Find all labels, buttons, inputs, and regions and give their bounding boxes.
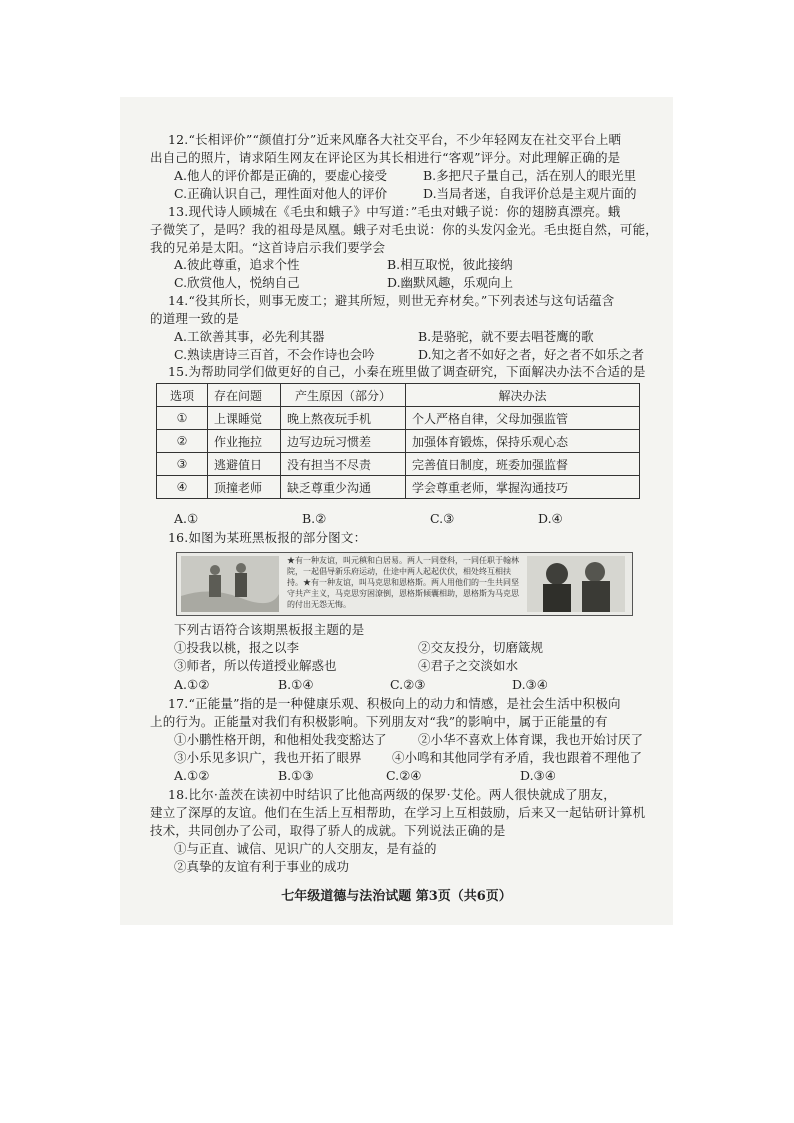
q17-statement-2: ②小华不喜欢上体育课，我也开始讨厌了 — [418, 732, 644, 747]
q17-statement-4: ④小鸣和其他同学有矛盾，我也跟着不理他了 — [392, 750, 643, 765]
q12-line-2: 出自己的照片，请求陌生网友在评论区为其长相进行“客观”评分。对此理解正确的是 — [150, 150, 621, 165]
q14-line-1: 14.“役其所长，则事无废工；避其所短，则世无弃材矣。”下列表述与这句话蕴含 — [168, 293, 615, 308]
table-cell: 学会尊重老师，掌握沟通技巧 — [406, 476, 640, 499]
q18-statement-2: ②真挚的友谊有利于事业的成功 — [174, 859, 350, 874]
q18-line-2: 建立了深厚的友谊。他们在生活上互相帮助，在学习上互相鼓励，后来又一起钻研计算机 — [150, 805, 646, 820]
table-cell: 晚上熬夜玩手机 — [281, 407, 406, 430]
q17-line-1: 17.“正能量”指的是一种健康乐观、积极向上的动力和情感，是社会生活中积极向 — [168, 696, 621, 711]
table-cell: ④ — [157, 476, 208, 499]
blackboard-poster — [176, 552, 633, 616]
q13-option-b: B.相互取悦，彼此接纳 — [387, 257, 513, 272]
table-cell: ① — [157, 407, 208, 430]
table-row — [157, 453, 640, 476]
table-cell: 完善值日制度，班委加强监督 — [406, 453, 640, 476]
friends-photo-right — [527, 556, 625, 612]
q18-statement-1: ①与正直、诚信、见识广的人交朋友，是有益的 — [174, 841, 437, 856]
q12-option-d: D.当局者迷，自我评价总是主观片面的 — [423, 186, 637, 201]
q16-statement-2: ②交友投分，切磨箴规 — [418, 640, 544, 655]
q12-line-1: 12.“长相评价”“颜值打分”近来风靡各大社交平台，不少年轻网友在社交平台上晒 — [168, 132, 622, 147]
q16-statement-3: ③师者，所以传道授业解惑也 — [174, 658, 337, 673]
table-cell: 顶撞老师 — [208, 476, 281, 499]
survey-header-row — [157, 384, 640, 407]
q12-option-a: A.他人的评价都是正确的，要虚心接受 — [174, 168, 388, 183]
table-cell: 上课睡觉 — [208, 407, 281, 430]
table-cell: 加强体育锻炼，保持乐观心态 — [406, 430, 640, 453]
table-cell: ② — [157, 430, 208, 453]
table-cell: 没有担当不尽责 — [281, 453, 406, 476]
q17-option-a: A.①② — [174, 768, 210, 783]
q16-option-d: D.③④ — [512, 677, 548, 692]
q14-option-a: A.工欲善其事，必先利其器 — [174, 329, 325, 344]
table-row — [157, 407, 640, 430]
q17-statement-3: ③小乐见多识广，我也开拓了眼界 — [174, 750, 362, 765]
q18-line-1: 18.比尔·盖茨在读初中时结识了比他高两级的保罗·艾伦。两人很快就成了朋友， — [168, 787, 616, 802]
q15-option-b: B.② — [302, 511, 327, 526]
q12-option-c: C.正确认识自己，理性面对他人的评价 — [174, 186, 388, 201]
q15-option-d: D.④ — [538, 511, 563, 526]
q15-option-a: A.① — [174, 511, 199, 526]
q17-line-2: 上的行为。正能量对我们有积极影响。下列朋友对“我”的影响中，属于正能量的有 — [150, 714, 608, 729]
q17-option-d: D.③④ — [520, 768, 556, 783]
table-cell: 缺乏尊重少沟通 — [281, 476, 406, 499]
exam-page — [120, 97, 673, 925]
survey-header-cell: 选项 — [157, 384, 208, 407]
q16-line: 16.如图为某班黑板报的部分图文： — [168, 530, 367, 545]
q13-option-c: C.欣赏他人，悦纳自己 — [174, 275, 300, 290]
q15-line: 15.为帮助同学们做更好的自己，小秦在班里做了调查研究，下面解决办法不合适的是 — [168, 364, 646, 379]
q16-prompt: 下列古语符合该期黑板报主题的是 — [174, 622, 365, 637]
q16-option-c: C.②③ — [390, 677, 426, 692]
table-cell: 边写边玩习惯差 — [281, 430, 406, 453]
q13-option-a: A.彼此尊重，追求个性 — [174, 257, 300, 272]
survey-header-cell: 存在问题 — [208, 384, 281, 407]
survey-header-cell: 产生原因（部分） — [281, 384, 406, 407]
q16-statement-1: ①投我以桃，报之以李 — [174, 640, 300, 655]
table-row — [157, 476, 640, 499]
survey-header-cell: 解决办法 — [406, 384, 640, 407]
survey-table — [156, 383, 640, 499]
table-row — [157, 430, 640, 453]
table-cell: 个人严格自律，父母加强监管 — [406, 407, 640, 430]
q14-option-d: D.知之者不如好之者，好之者不如乐之者 — [418, 347, 645, 362]
table-cell: 逃避值日 — [208, 453, 281, 476]
q13-line-1: 13.现代诗人顾城在《毛虫和蛾子》中写道：”毛虫对蛾子说：你的翅膀真漂亮。蛾 — [168, 204, 621, 219]
q13-line-3: 我的兄弟是太阳。“这首诗启示我们要学会 — [150, 240, 386, 255]
q16-option-a: A.①② — [174, 677, 210, 692]
q18-line-3: 技术，共同创办了公司，取得了骄人的成就。下列说法正确的是 — [150, 823, 506, 838]
table-cell: ③ — [157, 453, 208, 476]
q12-option-b: B.多把尺子量自己，活在别人的眼光里 — [423, 168, 637, 183]
q14-line-2: 的道理一致的是 — [150, 311, 239, 326]
q13-line-2: 子微笑了，是吗？我的祖母是凤凰。蛾子对毛虫说：你的头发闪金光。毛虫挺自然，可能， — [150, 222, 659, 237]
q16-option-b: B.①④ — [278, 677, 314, 692]
q14-option-b: B.是骆驼，就不要去唱苍鹰的歌 — [418, 329, 594, 344]
q14-option-c: C.熟读唐诗三百首，不会作诗也会吟 — [174, 347, 375, 362]
friends-photo-left — [181, 556, 279, 612]
q16-statement-4: ④君子之交淡如水 — [418, 658, 519, 673]
page-footer: 七年级道德与法治试题 第3页（共6页） — [281, 889, 512, 904]
poster-text: ★有一种友谊，叫元稹和白居易。两人一同登科，一同任职于翰林院，一起倡导新乐府运动，仕途中两人起起伏伏，相处终互相扶持。★有一种友谊，叫马克思和恩格斯。两人用他们的一生共同坚守共产主义，马克思穷困潦倒，恩格斯倾囊相助，恩格斯为马克思的付出无怨无悔。 — [287, 556, 519, 609]
q13-option-d: D.幽默风趣，乐观向上 — [387, 275, 514, 290]
q17-option-b: B.①③ — [278, 768, 314, 783]
table-cell: 作业拖拉 — [208, 430, 281, 453]
q17-statement-1: ①小鹏性格开朗，和他相处我变豁达了 — [174, 732, 387, 747]
q17-option-c: C.②④ — [386, 768, 422, 783]
q15-option-c: C.③ — [430, 511, 455, 526]
